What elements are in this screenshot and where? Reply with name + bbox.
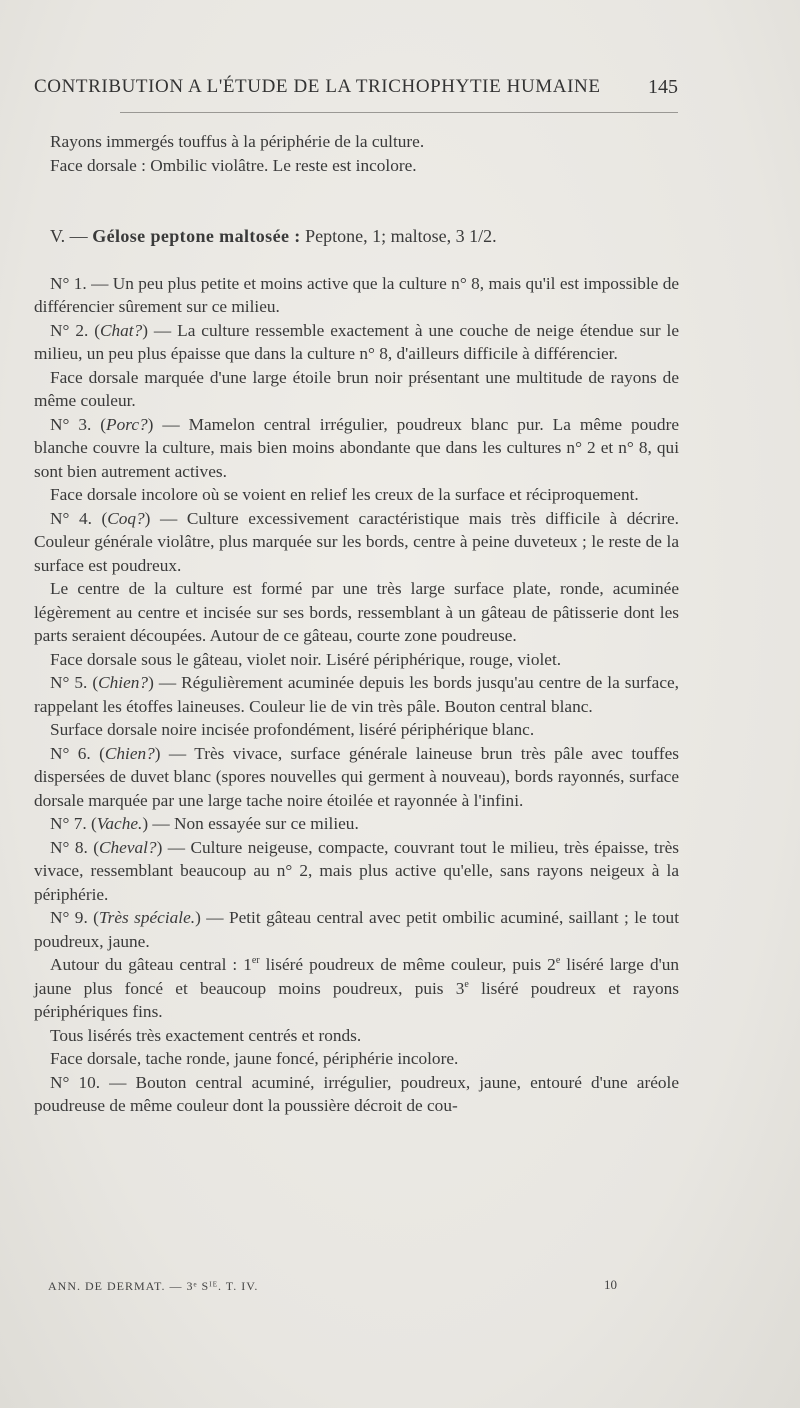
p13-origin: Cheval? bbox=[98, 837, 157, 857]
paragraph-15 bbox=[34, 953, 679, 1024]
p14-number: N° 9. ( bbox=[50, 908, 99, 927]
p4-text: ) — Mamelon central irrégulier, poudreux blanc pur. La même poudre blanche couvre la culture, mais bien moins abondante que dans les cultures n° 2 et n° 8, qui sont bien autrement actives. bbox=[34, 414, 680, 481]
paragraph-5: Face dorsale incolore où se voient en relief les creux de la surface et réciproquement. bbox=[50, 485, 639, 504]
footer-citation: ANN. DE DERMAT. — 3ᵉ Sᴵᴱ. T. IV. bbox=[48, 1279, 259, 1293]
p2-origin: Chat? bbox=[99, 320, 143, 340]
p14-origin: Très spéciale. bbox=[98, 908, 196, 927]
p15-part-c: liséré large d'un jaune plus foncé et beaucoup moins poudreux, puis 3 bbox=[34, 955, 679, 998]
p4-number: N° 3. ( bbox=[50, 414, 107, 434]
p13-number: N° 8. ( bbox=[50, 837, 99, 857]
section-suffix: Peptone, 1; maltose, 3 1/2. bbox=[305, 226, 497, 246]
p6-number: N° 4. ( bbox=[50, 508, 108, 528]
header-rule bbox=[120, 112, 678, 113]
p15-part-b: liséré poudreux de même couleur, puis 2 bbox=[259, 955, 556, 974]
paragraph-2 bbox=[34, 319, 679, 366]
paragraph-12 bbox=[34, 812, 679, 836]
paragraph-14 bbox=[34, 906, 679, 953]
paragraph-17: Face dorsale, tache ronde, jaune foncé, périphérie incolore. bbox=[50, 1049, 459, 1068]
p15-part-d: liséré poudreux et rayons périphériques fins. bbox=[34, 978, 679, 1021]
p11-text: ) — Très vivace, surface générale laineuse brun très pâle avec touffes dispersées de duvet blanc (spores nouvelles qui germent à nouveau), bords rayonnés, surface dorsale marquée par une large tache noire étoilée et rayonnée à l'infini. bbox=[34, 743, 679, 810]
paragraph-1: N° 1. — Un peu plus petite et moins active que la culture n° 8, mais qu'il est impossible de différencier sûrement sur ce milieu. bbox=[34, 273, 679, 316]
paragraph-9 bbox=[34, 671, 679, 718]
section-prefix: V. — bbox=[50, 226, 88, 246]
paragraph-11 bbox=[34, 742, 679, 813]
paragraph-13 bbox=[34, 836, 679, 907]
p11-origin: Chien? bbox=[104, 743, 155, 763]
p9-text: ) — Régulièrement acuminée depuis les bords jusqu'au centre de la surface, rappelant les étoffes laineuses. Couleur lie de vin très pâle. Bouton central blanc. bbox=[34, 673, 679, 716]
p9-origin: Chien? bbox=[98, 673, 149, 692]
p15-part-a: Autour du gâteau central : 1 bbox=[50, 955, 252, 974]
p15-sup-3: e bbox=[464, 978, 469, 990]
paragraph-6 bbox=[34, 507, 679, 578]
p12-text: ) — Non essayée sur ce milieu. bbox=[142, 814, 359, 833]
p15-sup-2: e bbox=[555, 955, 561, 967]
page-number: 145 bbox=[648, 76, 678, 98]
p9-number: N° 5. ( bbox=[50, 673, 99, 692]
p4-origin: Porc? bbox=[106, 414, 148, 434]
section-heading bbox=[34, 225, 679, 249]
running-header: CONTRIBUTION A L'ÉTUDE DE LA TRICHOPHYTIE HUMAINE bbox=[34, 76, 601, 97]
p13-text: ) — Culture neigeuse, compacte, couvrant tout le milieu, très épaisse, très vivace, ressemblant beaucoup au n° 2, mais plus active qu'elle, sans rayons neigeux à la périphérie. bbox=[34, 837, 679, 904]
p12-number: N° 7. ( bbox=[50, 814, 97, 833]
paragraph-4 bbox=[34, 413, 679, 484]
p6-origin: Coq? bbox=[107, 508, 145, 528]
paragraph-16: Tous lisérés très exactement centrés et ronds. bbox=[50, 1025, 362, 1045]
intro-line-1: Rayons immergés touffus à la périphérie de la culture. bbox=[50, 132, 425, 151]
paragraph-7: Le centre de la culture est formé par une très large surface plate, ronde, acuminée légèrement au centre et incisée sur ses bords, ressemblant à un gâteau de pâtisserie dont les parts seraient découpées. Autour de ce gâteau, courte zone poudreuse. bbox=[34, 579, 679, 645]
paragraph-18: N° 10. — Bouton central acuminé, irrégulier, poudreux, jaune, entouré d'une aréole poudreuse de même couleur dont la poussière décroit de cou- bbox=[34, 1072, 679, 1115]
p14-text: ) — Petit gâteau central avec petit ombilic acuminé, saillant ; le tout poudreux, jaune. bbox=[34, 908, 679, 951]
p6-text: ) — Culture excessivement caractéristique mais très difficile à décrire. Couleur générale violâtre, plus marquée sur les bords, centre à peine duveteux ; le reste de la surface est poudreux. bbox=[34, 508, 679, 575]
signature-number: 10 bbox=[604, 1277, 617, 1292]
paragraph-10: Surface dorsale noire incisée profondément, liséré périphérique blanc. bbox=[50, 720, 535, 739]
paragraph-8: Face dorsale sous le gâteau, violet noir. Liséré périphérique, rouge, violet. bbox=[50, 649, 562, 669]
page-body bbox=[34, 130, 679, 1118]
p12-origin: Vache. bbox=[96, 814, 143, 833]
p2-text: ) — La culture ressemble exactement à une couche de neige étendue sur le milieu, un peu plus épaisse que dans la culture n° 8, d'ailleurs difficile à différencier. bbox=[34, 320, 680, 363]
p15-sup-1: er bbox=[251, 955, 260, 967]
paragraph-3: Face dorsale marquée d'une large étoile brun noir présentant une multitude de rayons de même couleur. bbox=[34, 367, 679, 410]
p11-number: N° 6. ( bbox=[50, 743, 105, 763]
intro-line-2: Face dorsale : Ombilic violâtre. Le reste est incolore. bbox=[50, 155, 417, 175]
section-title: Gélose peptone maltosée : bbox=[92, 226, 301, 246]
p2-number: N° 2. ( bbox=[50, 320, 100, 340]
